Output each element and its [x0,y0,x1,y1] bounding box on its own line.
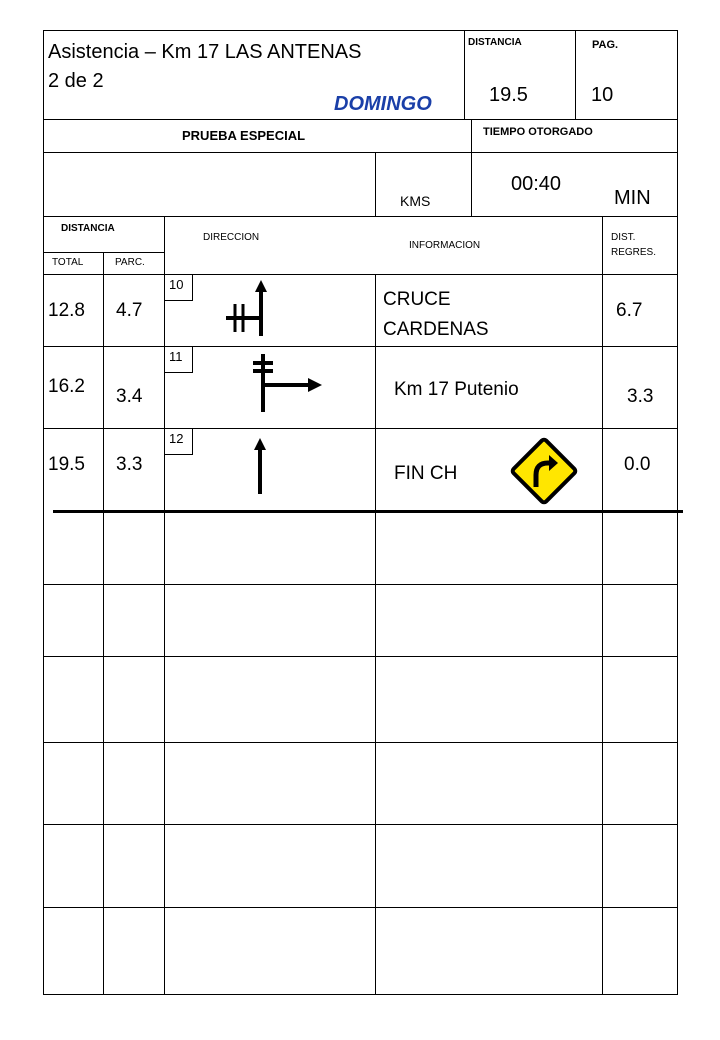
row-number: 10 [165,275,193,301]
header-vline-kms [375,152,376,216]
header-divider-3 [43,216,678,217]
row-line-1 [43,346,678,347]
prueba-label: PRUEBA ESPECIAL [182,128,306,143]
min-label: MIN [614,187,651,209]
row-thick-line [53,510,683,513]
row-line-2 [43,428,678,429]
pag-label: PAG. [592,39,619,51]
right-curve-warning-sign-icon [508,435,580,507]
row-regres: 3.3 [627,386,654,407]
straight-arrow-icon [250,436,270,496]
page-subtitle: 2 de 2 [48,70,104,92]
header-divider-1 [43,119,678,120]
row-info: CRUCE [383,289,451,310]
col-vline-total [103,252,104,995]
row-info: FIN CH [394,463,458,484]
row-number: 11 [165,347,193,373]
tiempo-label: TIEMPO OTORGADO [483,126,593,138]
col-vline-parc [164,216,165,995]
header-vline-tiempo [471,119,472,216]
turn-right-arrow-icon [248,352,324,414]
row-number: 12 [165,429,193,455]
header-vline-pag [575,30,576,119]
col-regres-label: REGRES. [611,247,657,258]
col-distancia-label: DISTANCIA [61,223,115,234]
crossroad-double-bar-icon [222,278,272,338]
col-parc-label: PARC. [115,257,145,268]
row-parc: 4.7 [116,300,143,321]
col-vline-direccion [375,274,376,995]
row-line-6 [43,824,678,825]
row-parc: 3.4 [116,386,143,407]
row-regres: 6.7 [616,300,643,321]
row-total: 12.8 [48,300,85,321]
col-direccion-label: DIRECCION [203,232,260,243]
tiempo-value: 00:40 [511,173,562,195]
header-vline-distancia [464,30,465,119]
column-header-divider [43,274,678,275]
row-line-3 [43,584,678,585]
col-vline-info [602,216,603,995]
pag-value: 10 [591,84,614,106]
row-info-line2: CARDENAS [383,319,489,340]
row-info: Km 17 Putenio [394,379,519,400]
col-total-label: TOTAL [52,257,84,268]
row-parc: 3.3 [116,454,143,475]
row-line-4 [43,656,678,657]
distancia-header-label: DISTANCIA [468,37,522,48]
row-total: 16.2 [48,376,85,397]
day-label: DOMINGO [334,93,432,115]
kms-label: KMS [400,193,431,209]
page-title: Asistencia – Km 17 LAS ANTENAS [48,41,362,63]
row-total: 19.5 [48,454,85,475]
row-regres: 0.0 [624,454,651,475]
row-line-5 [43,742,678,743]
row-line-7 [43,907,678,908]
header-divider-2 [43,152,678,153]
distancia-header-value: 19.5 [489,84,528,106]
col-informacion-label: INFORMACION [409,240,481,251]
col-dist-label: DIST. [611,232,636,243]
